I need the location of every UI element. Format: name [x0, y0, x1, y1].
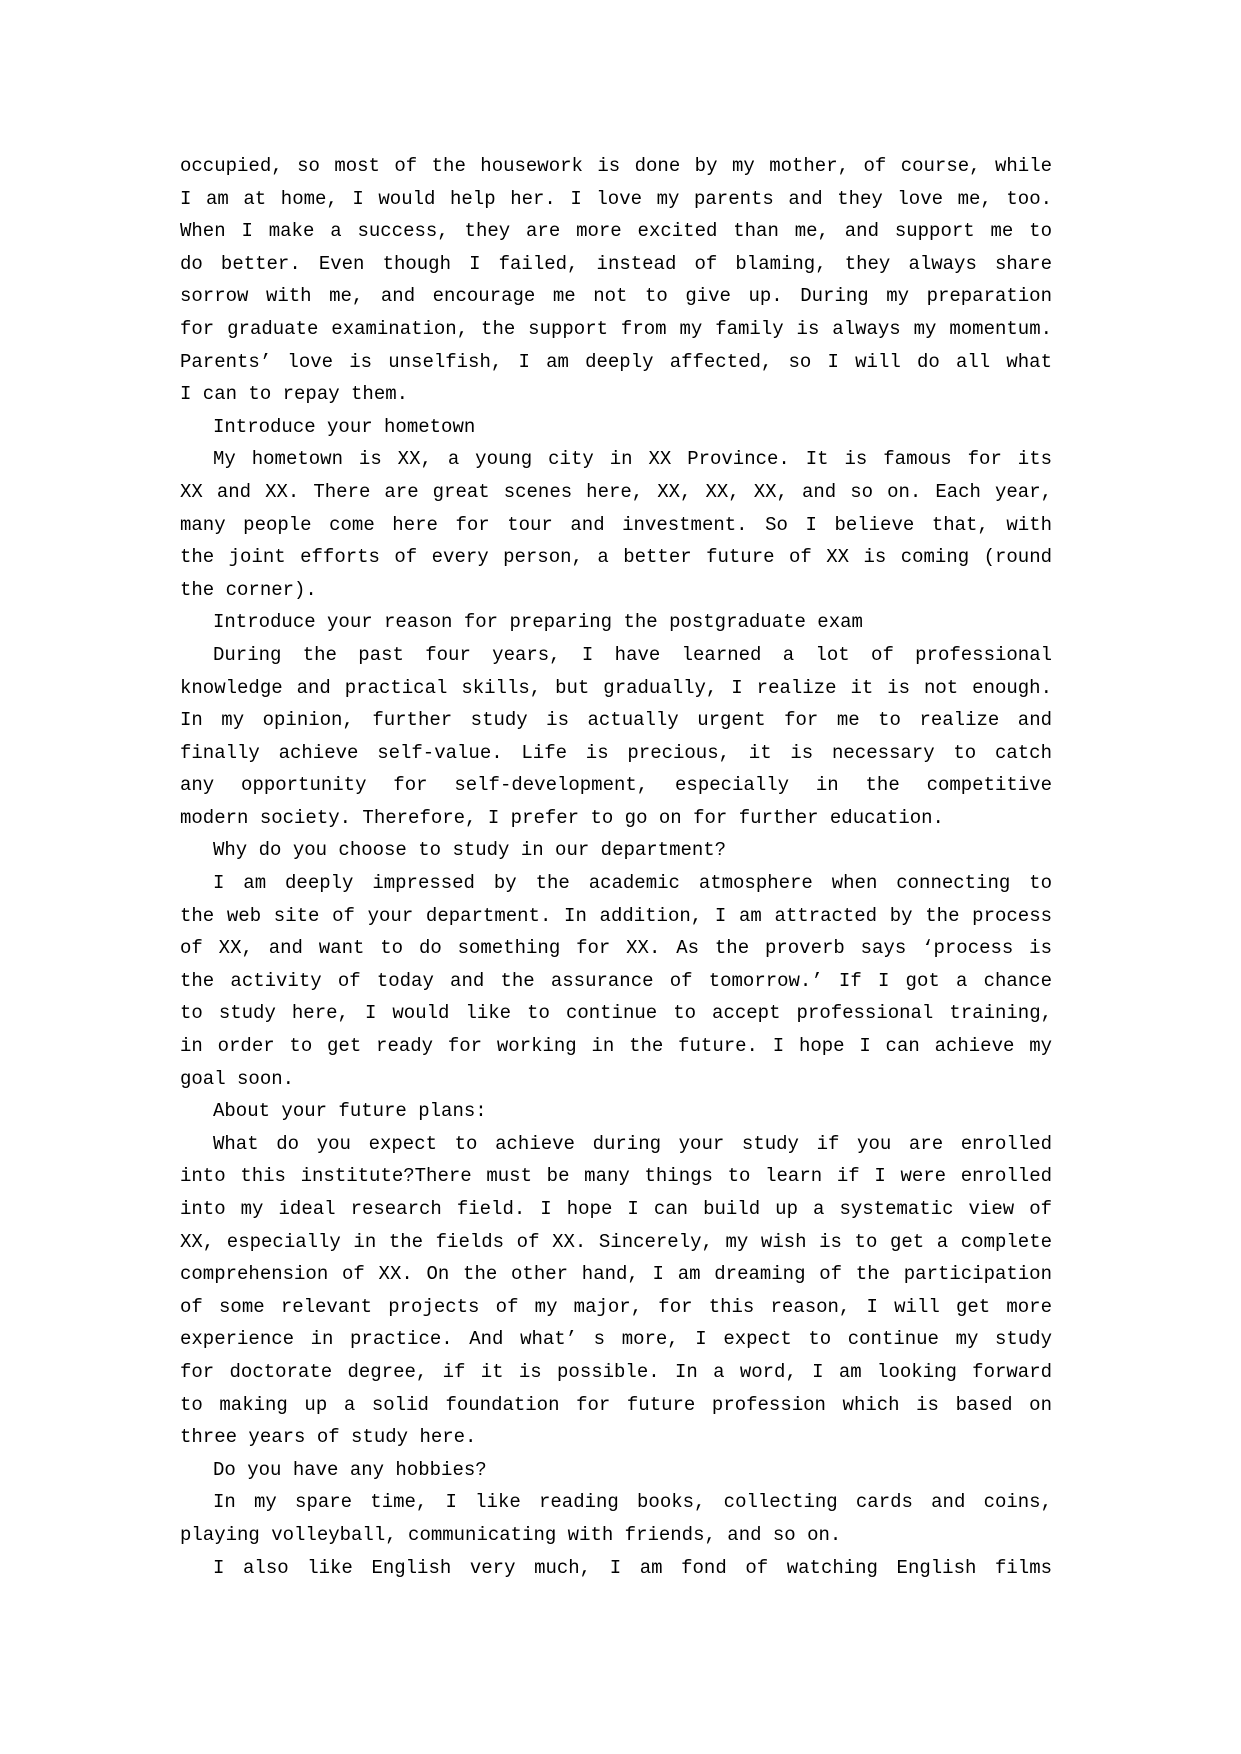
text-line: experience in practice. And what’ s more, I expect to continue my study: [180, 1328, 1052, 1351]
text-line: I am at home, I would help her. I love my parents and they love me, too.: [180, 187, 1052, 210]
text-line: XX and XX. There are great scenes here, XX, XX, XX, and so on. Each year,: [180, 480, 1052, 503]
text-line: Do you have any hobbies?: [213, 1458, 487, 1481]
text-line: sorrow with me, and encourage me not to give up. During my preparation: [180, 285, 1052, 308]
text-line: three years of study here.: [180, 1426, 477, 1449]
text-line: My hometown is XX, a young city in XX Province. It is famous for its: [213, 448, 1052, 471]
text-line: Introduce your reason for preparing the postgraduate exam: [213, 611, 863, 634]
text-line: into my ideal research field. I hope I can build up a systematic view of: [180, 1198, 1052, 1220]
text-line: the web site of your department. In addition, I am attracted by the process: [180, 904, 1052, 927]
text-line: Parents’ love is unselfish, I am deeply affected, so I will do all what: [180, 350, 1052, 373]
text-line: for graduate examination, the support from my family is always my momentum.: [180, 317, 1052, 340]
text-line: the joint efforts of every person, a better future of XX is coming (round: [180, 546, 1052, 569]
text-line: any opportunity for self-development, especially in the competitive: [180, 774, 1052, 797]
text-line: I am deeply impressed by the academic atmosphere when connecting to: [213, 872, 1052, 895]
text-line: the activity of today and the assurance of tomorrow.’ If I got a chance: [180, 969, 1052, 992]
text-line: When I make a success, they are more excited than me, and support me to: [180, 220, 1052, 243]
text-line: to study here, I would like to continue to accept professional training,: [180, 1002, 1052, 1025]
text-line: in order to get ready for working in the future. I hope I can achieve my: [180, 1035, 1052, 1058]
document-body: [180, 150, 1052, 1584]
text-line: for doctorate degree, if it is possible. In a word, I am looking forward: [180, 1360, 1052, 1383]
text-line: XX, especially in the fields of XX. Sincerely, my wish is to get a complete: [180, 1230, 1052, 1253]
text-line: Introduce your hometown: [213, 415, 476, 438]
text-line: of XX, and want to do something for XX. As the proverb says ‘process is: [180, 937, 1052, 960]
text-line: occupied, so most of the housework is done by my mother, of course, while: [180, 155, 1052, 177]
text-line: During the past four years, I have learned a lot of professional: [213, 643, 1052, 666]
text-line: modern society. Therefore, I prefer to go on for further education.: [180, 806, 944, 829]
text-line: In my opinion, further study is actually urgent for me to realize and: [180, 709, 1052, 732]
text-line: Why do you choose to study in our department?: [213, 839, 727, 862]
text-line: into this institute?There must be many things to learn if I were enrolled: [180, 1165, 1052, 1188]
text-line: In my spare time, I like reading books, collecting cards and coins,: [213, 1491, 1052, 1514]
text-line: playing volleyball, communicating with friends, and so on.: [180, 1523, 842, 1546]
text-line: the corner).: [180, 578, 317, 601]
text-line: comprehension of XX. On the other hand, I am dreaming of the participation: [180, 1263, 1052, 1286]
text-line: finally achieve self-value. Life is precious, it is necessary to catch: [180, 741, 1052, 764]
text-line: many people come here for tour and investment. So I believe that, with: [180, 513, 1052, 536]
text-line: About your future plans:: [213, 1100, 487, 1123]
text-line: I can to repay them.: [180, 383, 409, 406]
text-line: of some relevant projects of my major, for this reason, I will get more: [180, 1295, 1052, 1318]
text-line: do better. Even though I failed, instead of blaming, they always share: [180, 252, 1052, 275]
text-line: What do you expect to achieve during your study if you are enrolled: [213, 1132, 1052, 1155]
text-line: I also like English very much, I am fond of watching English films: [213, 1556, 1052, 1579]
text-line: goal soon.: [180, 1067, 295, 1090]
text-line: to making up a solid foundation for future profession which is based on: [180, 1393, 1052, 1416]
text-line: knowledge and practical skills, but gradually, I realize it is not enough.: [180, 676, 1052, 699]
